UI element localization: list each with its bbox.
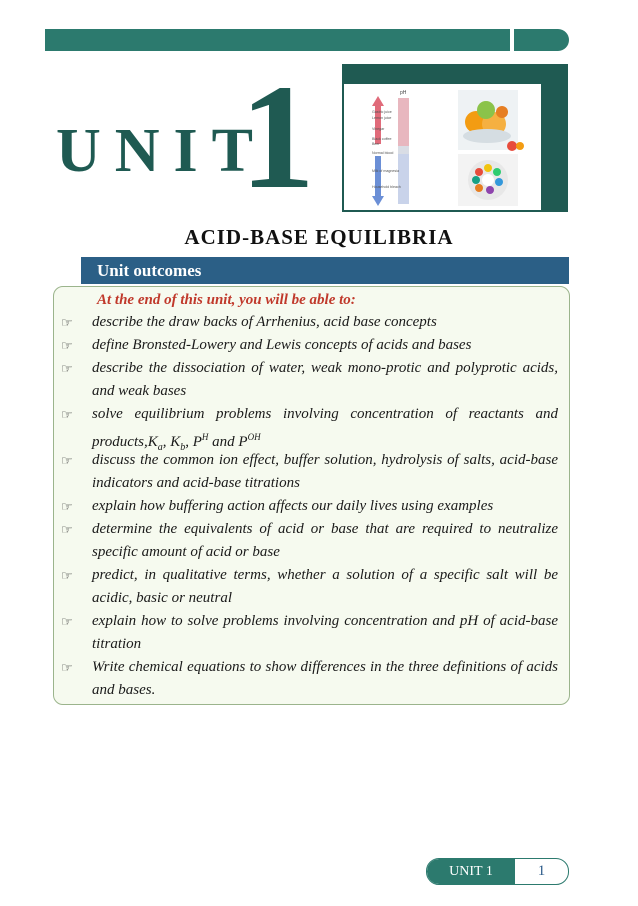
list-item-text: describe the dissociation of water, weak mono-protic and polyprotic acids, and weak bases [92, 360, 558, 399]
svg-text:Normal blood: Normal blood [372, 151, 394, 155]
pointing-hand-icon: ☞ [61, 660, 73, 675]
list-item-text: solve equilibrium problems involving concentration of reactants and $products,K_a$, $K_b$, $P^H$ and $P^{OH}$ [92, 406, 558, 453]
pointing-hand-icon: ☞ [61, 338, 73, 353]
footer-unit-label: UNIT 1 [449, 864, 493, 879]
pointing-hand-icon: ☞ [61, 361, 73, 376]
svg-text:Black coffee: Black coffee [372, 137, 392, 141]
list-item-text: explain how to solve problems involving concentration and pH of acid-base titration [92, 613, 558, 652]
list-item-text: define Bronsted-Lowery and Lewis concepts of acids and bases [92, 337, 472, 353]
top-decor-bar-cap [514, 29, 569, 51]
svg-text:Household bleach: Household bleach [372, 185, 401, 189]
list-item-text: determine the equivalents of acid or base that are required to neutralize specific amount of acid or base [92, 521, 558, 560]
list-item-text: explain how buffering action affects our daily lives using examples [92, 498, 494, 514]
pointing-hand-icon: ☞ [61, 315, 73, 330]
outcomes-intro: At the end of this unit, you will be able to: [97, 292, 356, 308]
header-photo [344, 84, 541, 210]
fruit-bowl-photo [458, 90, 524, 151]
header-photo-side-bar [549, 80, 568, 212]
pointing-hand-icon: ☞ [61, 614, 73, 629]
list-item-text: describe the draw backs of Arrhenius, acid base concepts [92, 314, 437, 330]
pointing-hand-icon: ☞ [61, 407, 73, 422]
page-number: 1 [537, 863, 546, 879]
svg-text:Gastric juice: Gastric juice [372, 110, 392, 114]
pointing-hand-icon: ☞ [61, 522, 73, 537]
ph-scale-illustration [344, 84, 541, 210]
list-item-text: Write chemical equations to show differences in the three definitions of acids and bases. [92, 659, 558, 698]
svg-text:Vinegar: Vinegar [372, 127, 385, 131]
svg-text:Beer: Beer [372, 142, 380, 146]
svg-text:Lemon juice: Lemon juice [372, 116, 392, 120]
pointing-hand-icon: ☞ [61, 568, 73, 583]
ph-indicator-wheel [458, 154, 518, 206]
unit-word: UNIT [56, 117, 268, 185]
outcomes-heading: Unit outcomes [97, 261, 202, 280]
list-item-text: discuss the common ion effect, buffer solution, hydrolysis of salts, acid-base indicators and acid-base titrations [92, 452, 558, 491]
page-title: ACID-BASE EQUILIBRIA [184, 225, 454, 249]
ph-label: pH [400, 90, 407, 96]
svg-text:Milk of magnesia: Milk of magnesia [372, 169, 399, 173]
pointing-hand-icon: ☞ [61, 453, 73, 468]
footer-page-badge [426, 858, 569, 885]
unit-number: 1 [240, 54, 315, 220]
list-item-text: predict, in qualitative terms, whether a solution of a specific salt will be acidic, basic or neutral [92, 567, 558, 606]
pointing-hand-icon: ☞ [61, 499, 73, 514]
top-decor-bar [45, 29, 510, 51]
